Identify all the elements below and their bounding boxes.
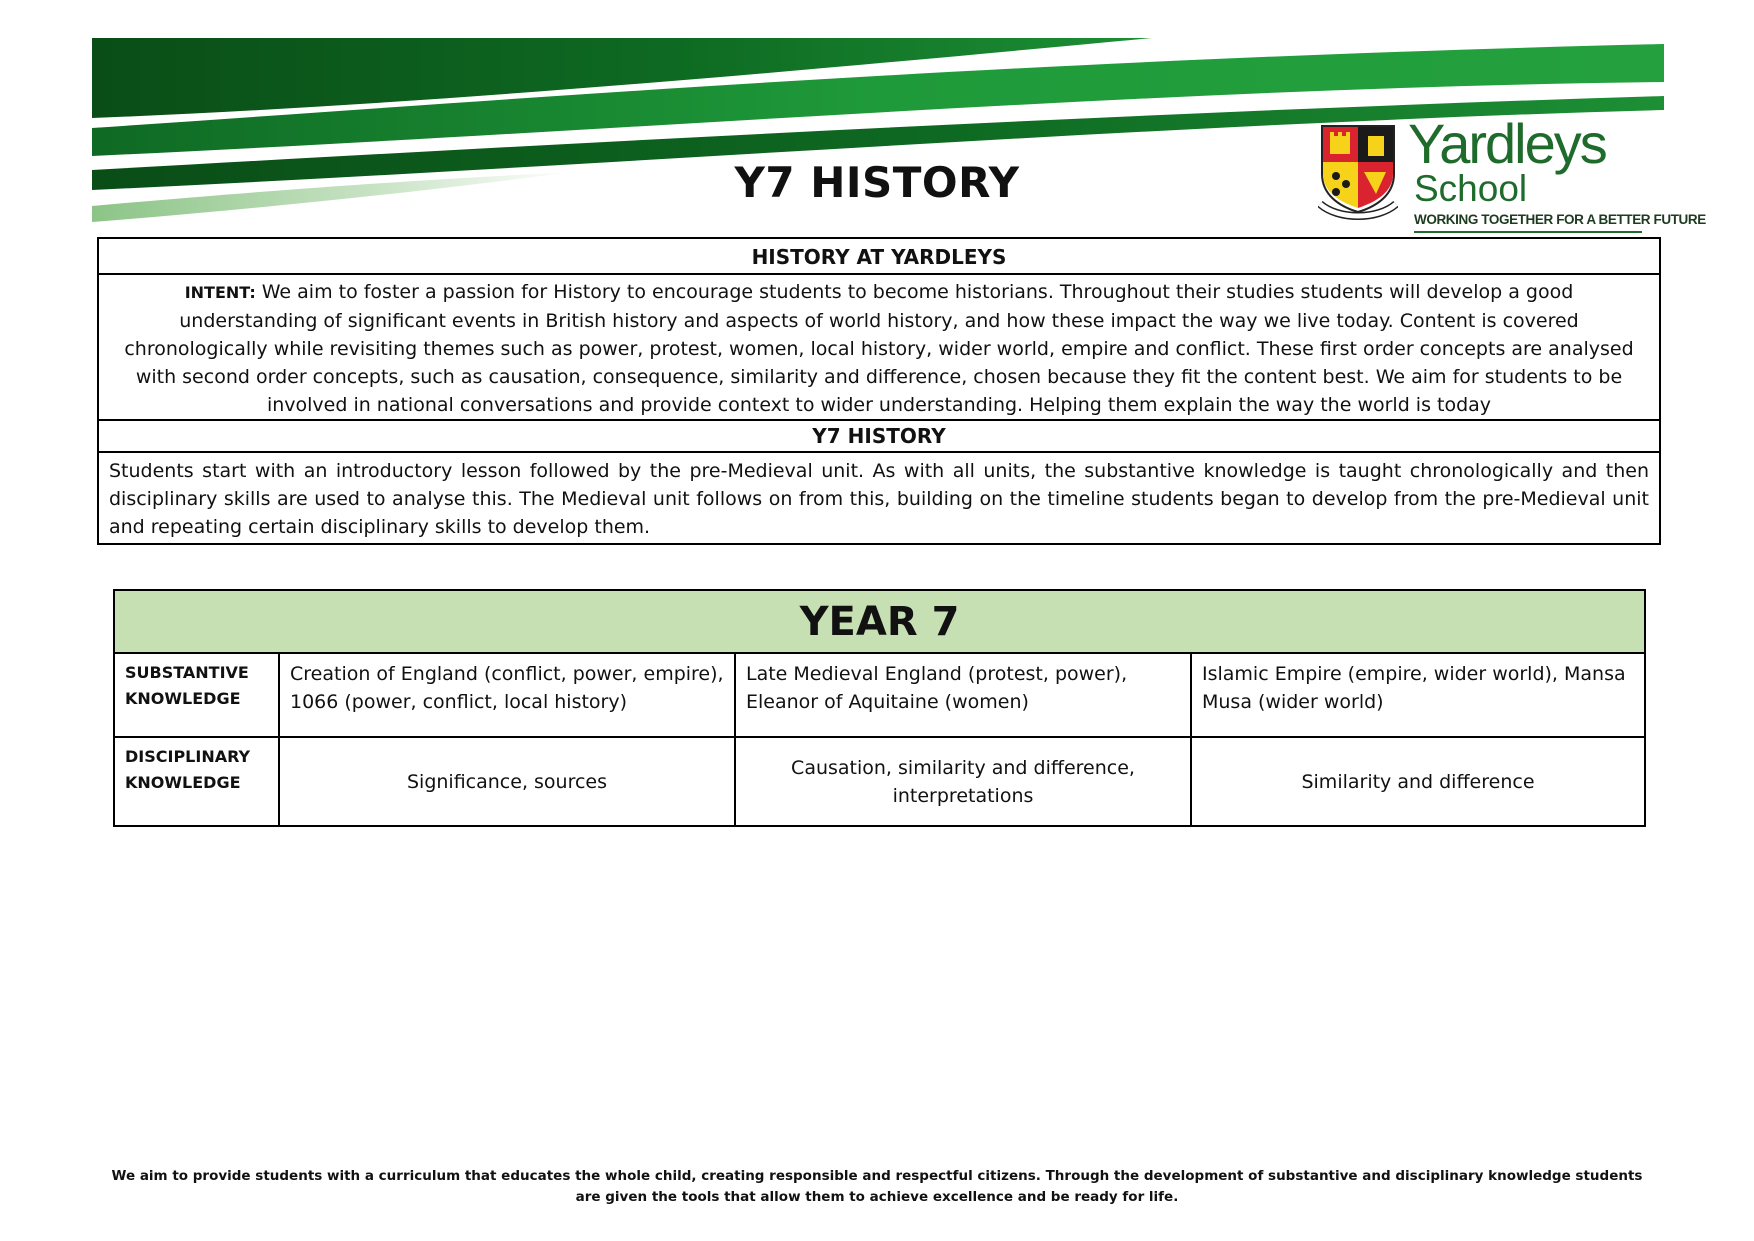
- row-label-substantive: SUBSTANTIVE KNOWLEDGE: [125, 663, 249, 708]
- school-crest-icon: [1318, 122, 1398, 220]
- table-row-disciplinary: [115, 736, 1644, 825]
- table-cell: Late Medieval England (protest, power), Eleanor of Aquitaine (women): [734, 654, 1190, 736]
- logo-tagline: WORKING TOGETHER FOR A BETTER FUTURE: [1414, 212, 1706, 227]
- intent-paragraph: [99, 275, 1659, 421]
- school-logo: [1318, 112, 1706, 232]
- table-cell: Significance, sources: [278, 738, 734, 825]
- intent-text: We aim to foster a passion for History to encourage students to become historians. Throughout their studies students will develop a good understanding of significant events in British history and aspects of world history, and how these impact the way we live today. Content is covered chronologically while revisiting themes such as power, protest, women, local history, wider world, empire and conflict. These first order concepts are analysed with second order concepts, such as causation, consequence, similarity and difference, chosen because they fit the content best. We aim for students to be involved in national conversations and provide context to wider understanding. Helping them explain the way the world is today: [124, 281, 1634, 416]
- table-cell: Islamic Empire (empire, wider world), Mansa Musa (wider world): [1190, 654, 1644, 736]
- intro-subheading: Y7 HISTORY: [99, 421, 1659, 453]
- footer-statement: We aim to provide students with a curriculum that educates the whole child, creating responsible and respectful citizens. Through the development of substantive and disciplinary knowledge students are given the tools that allow them to achieve excellence and be ready for life.: [111, 1168, 1643, 1205]
- intent-label: INTENT:: [184, 283, 256, 302]
- page-title: Y7 HISTORY: [734, 158, 1020, 207]
- logo-wordmark-line1: Yardleys: [1408, 112, 1606, 175]
- table-cell: Causation, similarity and difference, interpretations: [734, 738, 1190, 825]
- year-7-table: [113, 589, 1646, 827]
- history-intro-box: [97, 237, 1661, 545]
- table-row-substantive: [115, 654, 1644, 736]
- logo-underline: [1414, 231, 1642, 233]
- table-cell: Similarity and difference: [1190, 738, 1644, 825]
- logo-wordmark-line2: School: [1414, 168, 1528, 209]
- intro-heading: HISTORY AT YARDLEYS: [99, 239, 1659, 275]
- row-label-disciplinary: DISCIPLINARY KNOWLEDGE: [125, 747, 251, 792]
- year-table-heading: YEAR 7: [115, 591, 1644, 654]
- table-cell: Creation of England (conflict, power, empire), 1066 (power, conflict, local history): [278, 654, 734, 736]
- y7-overview-paragraph: Students start with an introductory lesson followed by the pre-Medieval unit. As with all units, the substantive knowledge is taught chronologically and then disciplinary skills are used to analyse this. The Medieval unit follows on from this, building on the timeline students began to develop from the pre-Medieval unit and repeating certain disciplinary skills to develop them.: [109, 460, 1649, 538]
